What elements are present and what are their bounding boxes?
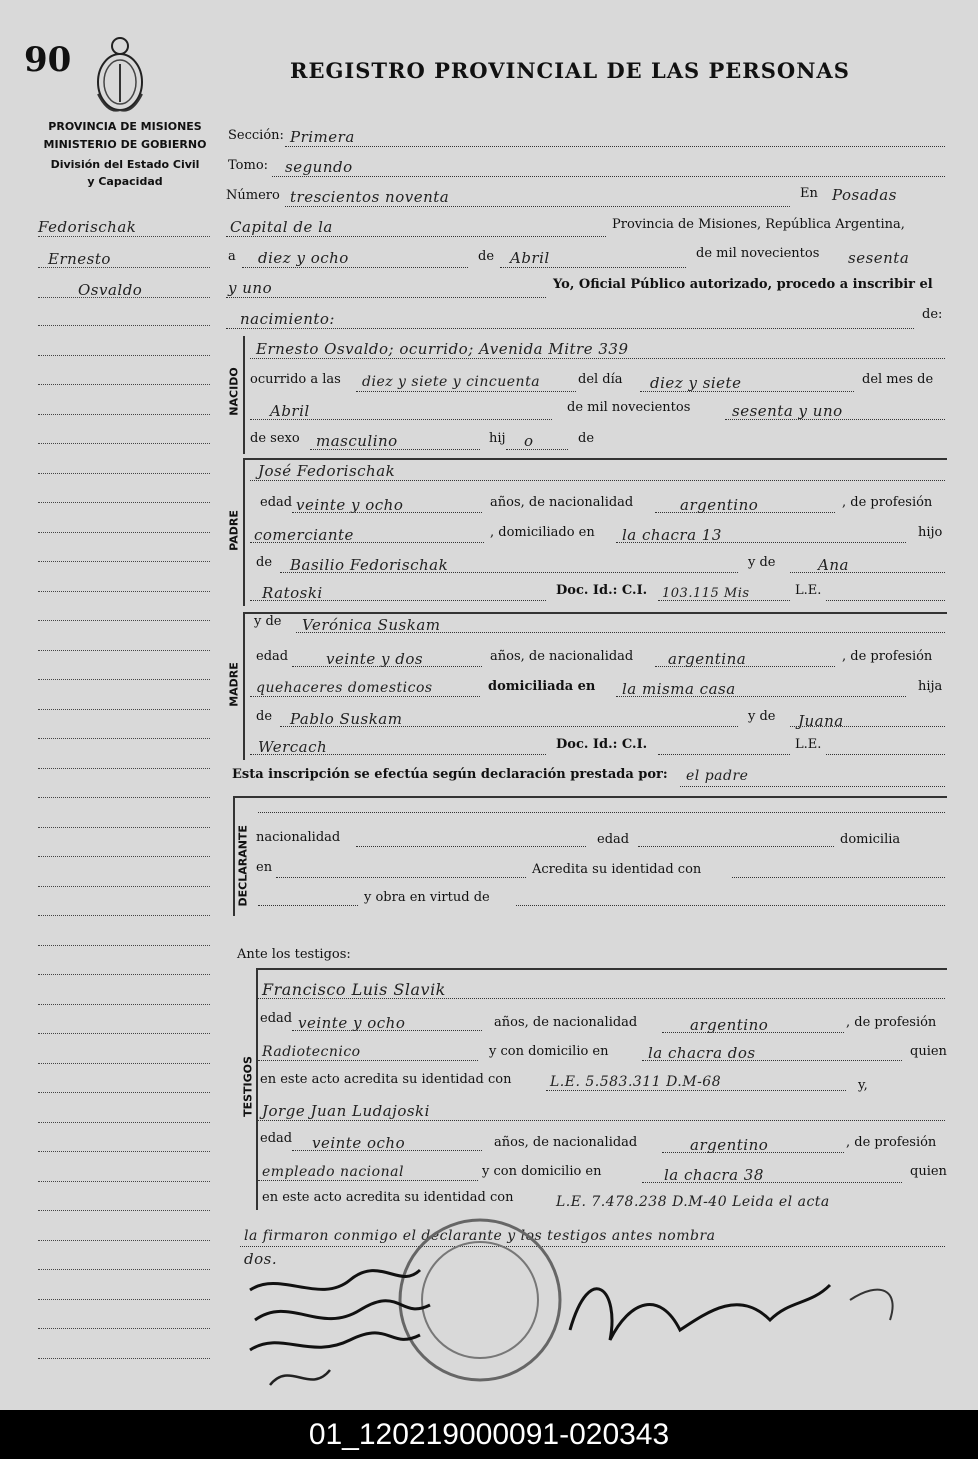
padre-y-de-label: y de: [748, 555, 776, 570]
t1-doc-value: L.E. 5.583.311 D.M-68: [550, 1074, 722, 1090]
margin-rule: [38, 355, 210, 356]
del-mes-label: del mes de: [862, 372, 934, 387]
padre-domiciliado-label: , domiciliado en: [490, 525, 595, 540]
org-line-2: MINISTERIO DE GOBIERNO: [43, 138, 207, 151]
y-obra-label: y obra en virtud de: [364, 890, 490, 905]
cierre-line-2: dos.: [244, 1250, 278, 1268]
hijo-label: hijo: [918, 525, 943, 540]
t2-doc-value: L.E. 7.478.238 D.M-40 Leida el acta: [556, 1194, 830, 1210]
margin-rule: [38, 473, 210, 474]
margin-rule: [38, 561, 210, 562]
margin-rule: [38, 679, 210, 680]
margin-rule: [38, 591, 210, 592]
declarante-value: el padre: [686, 768, 749, 784]
org-line-1: PROVINCIA DE MISIONES: [48, 120, 202, 133]
padre-le-label: L.E.: [795, 583, 822, 598]
del-dia-label: del día: [578, 372, 623, 387]
anio2-value: y uno: [228, 279, 273, 297]
margin-rule: [38, 236, 210, 237]
de-mil-label: de mil novecientos: [696, 246, 820, 261]
t1-edad-value: veinte y ocho: [298, 1014, 406, 1032]
margin-rule: [38, 1004, 210, 1005]
hij-suffix: o: [524, 432, 534, 450]
margin-rule: [38, 1122, 210, 1123]
coat-of-arms-icon: [88, 34, 152, 116]
t1-edad-label: edad: [260, 1011, 293, 1026]
t2-dom-value: la chacra 38: [664, 1166, 764, 1184]
padre-madre-value: Ana: [818, 556, 849, 574]
edad-decl-label: edad: [597, 832, 630, 847]
margin-rule: [38, 414, 210, 415]
testigos-label: TESTIGOS: [241, 1056, 255, 1117]
madre-de-label: de: [256, 709, 273, 724]
padre-label: PADRE: [227, 510, 241, 551]
padre-de-label: de: [256, 555, 273, 570]
margin-rule: [38, 915, 210, 916]
madre-label: MADRE: [227, 662, 241, 707]
mes-nac-value: Abril: [270, 402, 310, 420]
hija-label: hija: [918, 679, 943, 694]
nacido-nombre: Ernesto Osvaldo; ocurrido; Avenida Mitre 339: [256, 340, 629, 358]
madre-padre-value: Pablo Suskam: [290, 710, 403, 728]
nacido-label: NACIDO: [227, 367, 241, 416]
hora-value: diez y siete y cincuenta: [362, 374, 541, 390]
madre-nombre: Verónica Suskam: [302, 616, 441, 634]
declarante-label: DECLARANTE: [236, 825, 250, 907]
madre-madre2-value: Wercach: [258, 738, 328, 756]
t2-profesion-label: , de profesión: [846, 1135, 937, 1150]
t1-quien-label: quien: [910, 1044, 947, 1059]
ante-testigos-label: Ante los testigos:: [237, 947, 351, 962]
margin-middle-name: Osvaldo: [78, 281, 143, 299]
margin-rule: [38, 267, 210, 268]
seccion-value: Primera: [290, 128, 355, 146]
t1-y-label: y,: [858, 1078, 868, 1093]
madre-anos-label: años, de nacionalidad: [490, 649, 634, 664]
numero-value: trescientos noventa: [290, 188, 450, 206]
margin-rule: [38, 1210, 210, 1211]
org-line-4: y Capacidad: [87, 175, 163, 188]
padre-madre2-value: Ratoski: [262, 584, 323, 602]
t1-profesion-label: , de profesión: [846, 1015, 937, 1030]
hij-label: hij: [489, 431, 506, 446]
inscripcion-label: Esta inscripción se efectúa según declaración prestada por:: [232, 767, 668, 782]
anio-nac-value: sesenta y uno: [732, 402, 843, 420]
margin-rule: [38, 1181, 210, 1182]
madre-madre-value: Juana: [798, 712, 844, 730]
margin-rule: [38, 297, 210, 298]
padre-nac-value: argentino: [680, 496, 759, 514]
padre-edad-value: veinte y ocho: [296, 496, 404, 514]
mes-value: Abril: [510, 249, 550, 267]
margin-rule: [38, 1358, 210, 1359]
margin-rule: [38, 650, 210, 651]
org-line-3: División del Estado Civil: [50, 158, 200, 171]
t2-nac-value: argentino: [690, 1136, 769, 1154]
en-label: En: [800, 186, 818, 201]
cierre-line-1: la firmaron conmigo el declarante y los testigos antes nombra: [244, 1228, 716, 1244]
t2-quien-label: quien: [910, 1164, 947, 1179]
scan-footer-code: 01_120219000091-020343: [0, 1410, 978, 1459]
t2-en-este-acto-label: en este acto acredita su identidad con: [262, 1190, 514, 1205]
t1-dom-value: la chacra dos: [648, 1044, 756, 1062]
capital-value: Capital de la: [230, 218, 333, 236]
t1-nac-value: argentino: [690, 1016, 769, 1034]
margin-rule: [38, 1269, 210, 1270]
en-value: Posadas: [832, 186, 897, 204]
padre-nombre: José Fedorischak: [258, 462, 396, 480]
padre-prof-value: comerciante: [254, 526, 354, 544]
margin-rule: [38, 1092, 210, 1093]
margin-first-name: Ernesto: [48, 250, 111, 268]
de-label: de: [478, 249, 495, 264]
tomo-value: segundo: [285, 158, 353, 176]
dia-nac-value: diez y siete: [650, 374, 742, 392]
acto-value: nacimiento:: [240, 310, 335, 328]
madre-domiciliada-label: domiciliada en: [488, 679, 596, 694]
tomo-label: Tomo:: [228, 158, 269, 173]
madre-doc-label: Doc. Id.: C.I.: [556, 737, 648, 752]
anio-value: sesenta: [848, 249, 910, 267]
madre-prof-value: quehaceres domesticos: [256, 680, 433, 696]
madre-y-de-label: y de: [254, 614, 282, 629]
t2-edad-value: veinte ocho: [312, 1134, 406, 1152]
margin-rule: [38, 325, 210, 326]
margin-rule: [38, 856, 210, 857]
margin-surname: Fedorischak: [38, 218, 137, 236]
margin-rule: [38, 768, 210, 769]
margin-rule: [38, 738, 210, 739]
de-colon-label: de:: [922, 307, 943, 322]
margin-rule: [38, 502, 210, 503]
t1-anos-label: años, de nacionalidad: [494, 1015, 638, 1030]
signatures-and-seal: [210, 1210, 950, 1410]
madre-le-label: L.E.: [795, 737, 822, 752]
madre-y-de2-label: y de: [748, 709, 776, 724]
t2-anos-label: años, de nacionalidad: [494, 1135, 638, 1150]
t2-prof-value: empleado nacional: [262, 1164, 404, 1180]
margin-rule: [38, 1299, 210, 1300]
madre-edad-label: edad: [256, 649, 289, 664]
margin-rule: [38, 443, 210, 444]
margin-rule: [38, 532, 210, 533]
margin-rule: [38, 827, 210, 828]
t1-en-este-acto-label: en este acto acredita su identidad con: [260, 1072, 512, 1087]
madre-dom-value: la misma casa: [622, 680, 736, 698]
t1-prof-value: Radiotecnico: [262, 1044, 361, 1060]
t1-domicilio-label: y con domicilio en: [489, 1044, 609, 1059]
margin-rule: [38, 886, 210, 887]
padre-anos-label: años, de nacionalidad: [490, 495, 634, 510]
madre-profesion-label: , de profesión: [842, 649, 933, 664]
margin-rule: [38, 945, 210, 946]
padre-edad-label: edad: [260, 495, 293, 510]
sexo-label: de sexo: [250, 431, 300, 446]
t1-nombre: Francisco Luis Slavik: [262, 980, 446, 999]
t2-domicilio-label: y con domicilio en: [482, 1164, 602, 1179]
padre-dom-value: la chacra 13: [622, 526, 722, 544]
a-label: a: [228, 249, 236, 264]
madre-edad-value: veinte y dos: [326, 650, 424, 668]
de2-label: de: [578, 431, 595, 446]
dia-value: diez y ocho: [258, 249, 349, 267]
acredita-label: Acredita su identidad con: [532, 862, 702, 877]
page-title: REGISTRO PROVINCIAL DE LAS PERSONAS: [290, 58, 850, 83]
seccion-label: Sección:: [228, 128, 284, 143]
domicilia-label: domicilia: [840, 832, 901, 847]
margin-rule: [38, 1240, 210, 1241]
margin-rule: [38, 384, 210, 385]
provincia-label: Provincia de Misiones, República Argentina,: [612, 217, 905, 232]
padre-profesion-label: , de profesión: [842, 495, 933, 510]
margin-rule: [38, 1328, 210, 1329]
margin-rule: [38, 1063, 210, 1064]
yo-oficial-label: Yo, Oficial Público autorizado, procedo a inscribir el: [553, 277, 933, 292]
t2-edad-label: edad: [260, 1131, 293, 1146]
nacionalidad-label: nacionalidad: [256, 830, 341, 845]
madre-nac-value: argentina: [668, 650, 747, 668]
margin-rule: [38, 1151, 210, 1152]
numero-label: Número: [226, 188, 280, 203]
en-decl-label: en: [256, 860, 273, 875]
margin-rule: [38, 797, 210, 798]
margin-rule: [38, 709, 210, 710]
sexo-value: masculino: [316, 432, 398, 450]
padre-doc-value: 103.115 Mis: [662, 586, 750, 601]
padre-padre-value: Basilio Fedorischak: [290, 556, 449, 574]
margin-rule: [38, 974, 210, 975]
padre-doc-label: Doc. Id.: C.I.: [556, 583, 648, 598]
margin-rule: [38, 1033, 210, 1034]
t2-nombre: Jorge Juan Ludajoski: [262, 1102, 430, 1120]
ocurrido-label: ocurrido a las: [250, 372, 341, 387]
margin-rule: [38, 620, 210, 621]
page-number: 90: [24, 40, 72, 80]
de-mil2-label: de mil novecientos: [567, 400, 691, 415]
